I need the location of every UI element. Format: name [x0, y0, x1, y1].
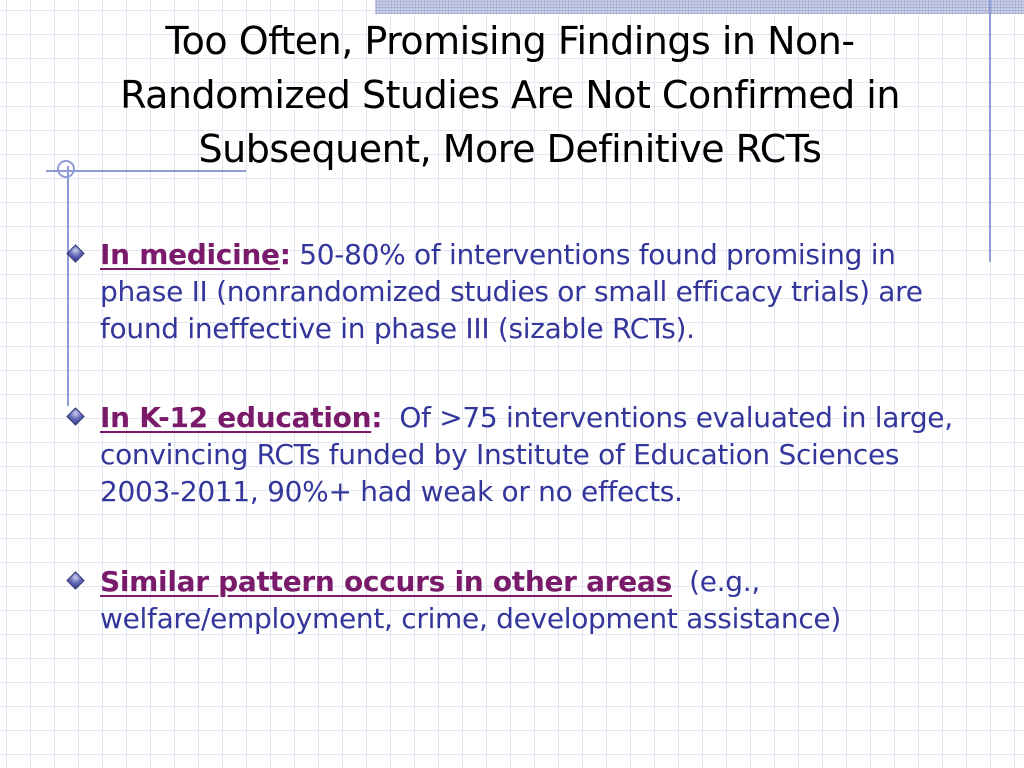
bullet-heading: In medicine: [100, 238, 280, 271]
bullet-heading: Similar pattern occurs in other areas: [100, 565, 672, 598]
header-decorative-band: [375, 0, 1024, 14]
slide-title-line: Randomized Studies Are Not Confirmed in: [120, 73, 900, 117]
diamond-bullet-icon: [66, 244, 84, 262]
bullet-body: 50-80% of interventions found promising in phase II (nonrandomized studies or small efficacy trials) are found ineffective in phase III (sizable RCTs).: [100, 238, 923, 345]
decorative-vertical-rule-left: [67, 166, 69, 406]
bullet-heading-colon: :: [279, 238, 291, 271]
bullet-item-other-areas: [100, 563, 980, 637]
slide-title-line: Too Often, Promising Findings in Non-: [165, 19, 855, 63]
bullet-heading-colon: :: [371, 401, 383, 434]
diamond-bullet-icon: [66, 571, 84, 589]
bullet-item-k12-education: [100, 399, 980, 510]
decorative-vertical-rule-right: [989, 0, 991, 262]
slide-title-line: Subsequent, More Definitive RCTs: [198, 127, 822, 171]
bullet-body: Of >75 interventions evaluated in large, convincing RCTs funded by Institute of Education Sciences 2003-2011, 90%+ had weak or no effects.: [100, 401, 962, 508]
slide-title: [60, 14, 960, 176]
bullet-item-medicine: [100, 236, 980, 347]
diamond-bullet-icon: [66, 407, 84, 425]
bullet-heading: In K-12 education: [100, 401, 372, 434]
bullet-body: (e.g., welfare/employment, crime, development assistance): [100, 565, 841, 635]
